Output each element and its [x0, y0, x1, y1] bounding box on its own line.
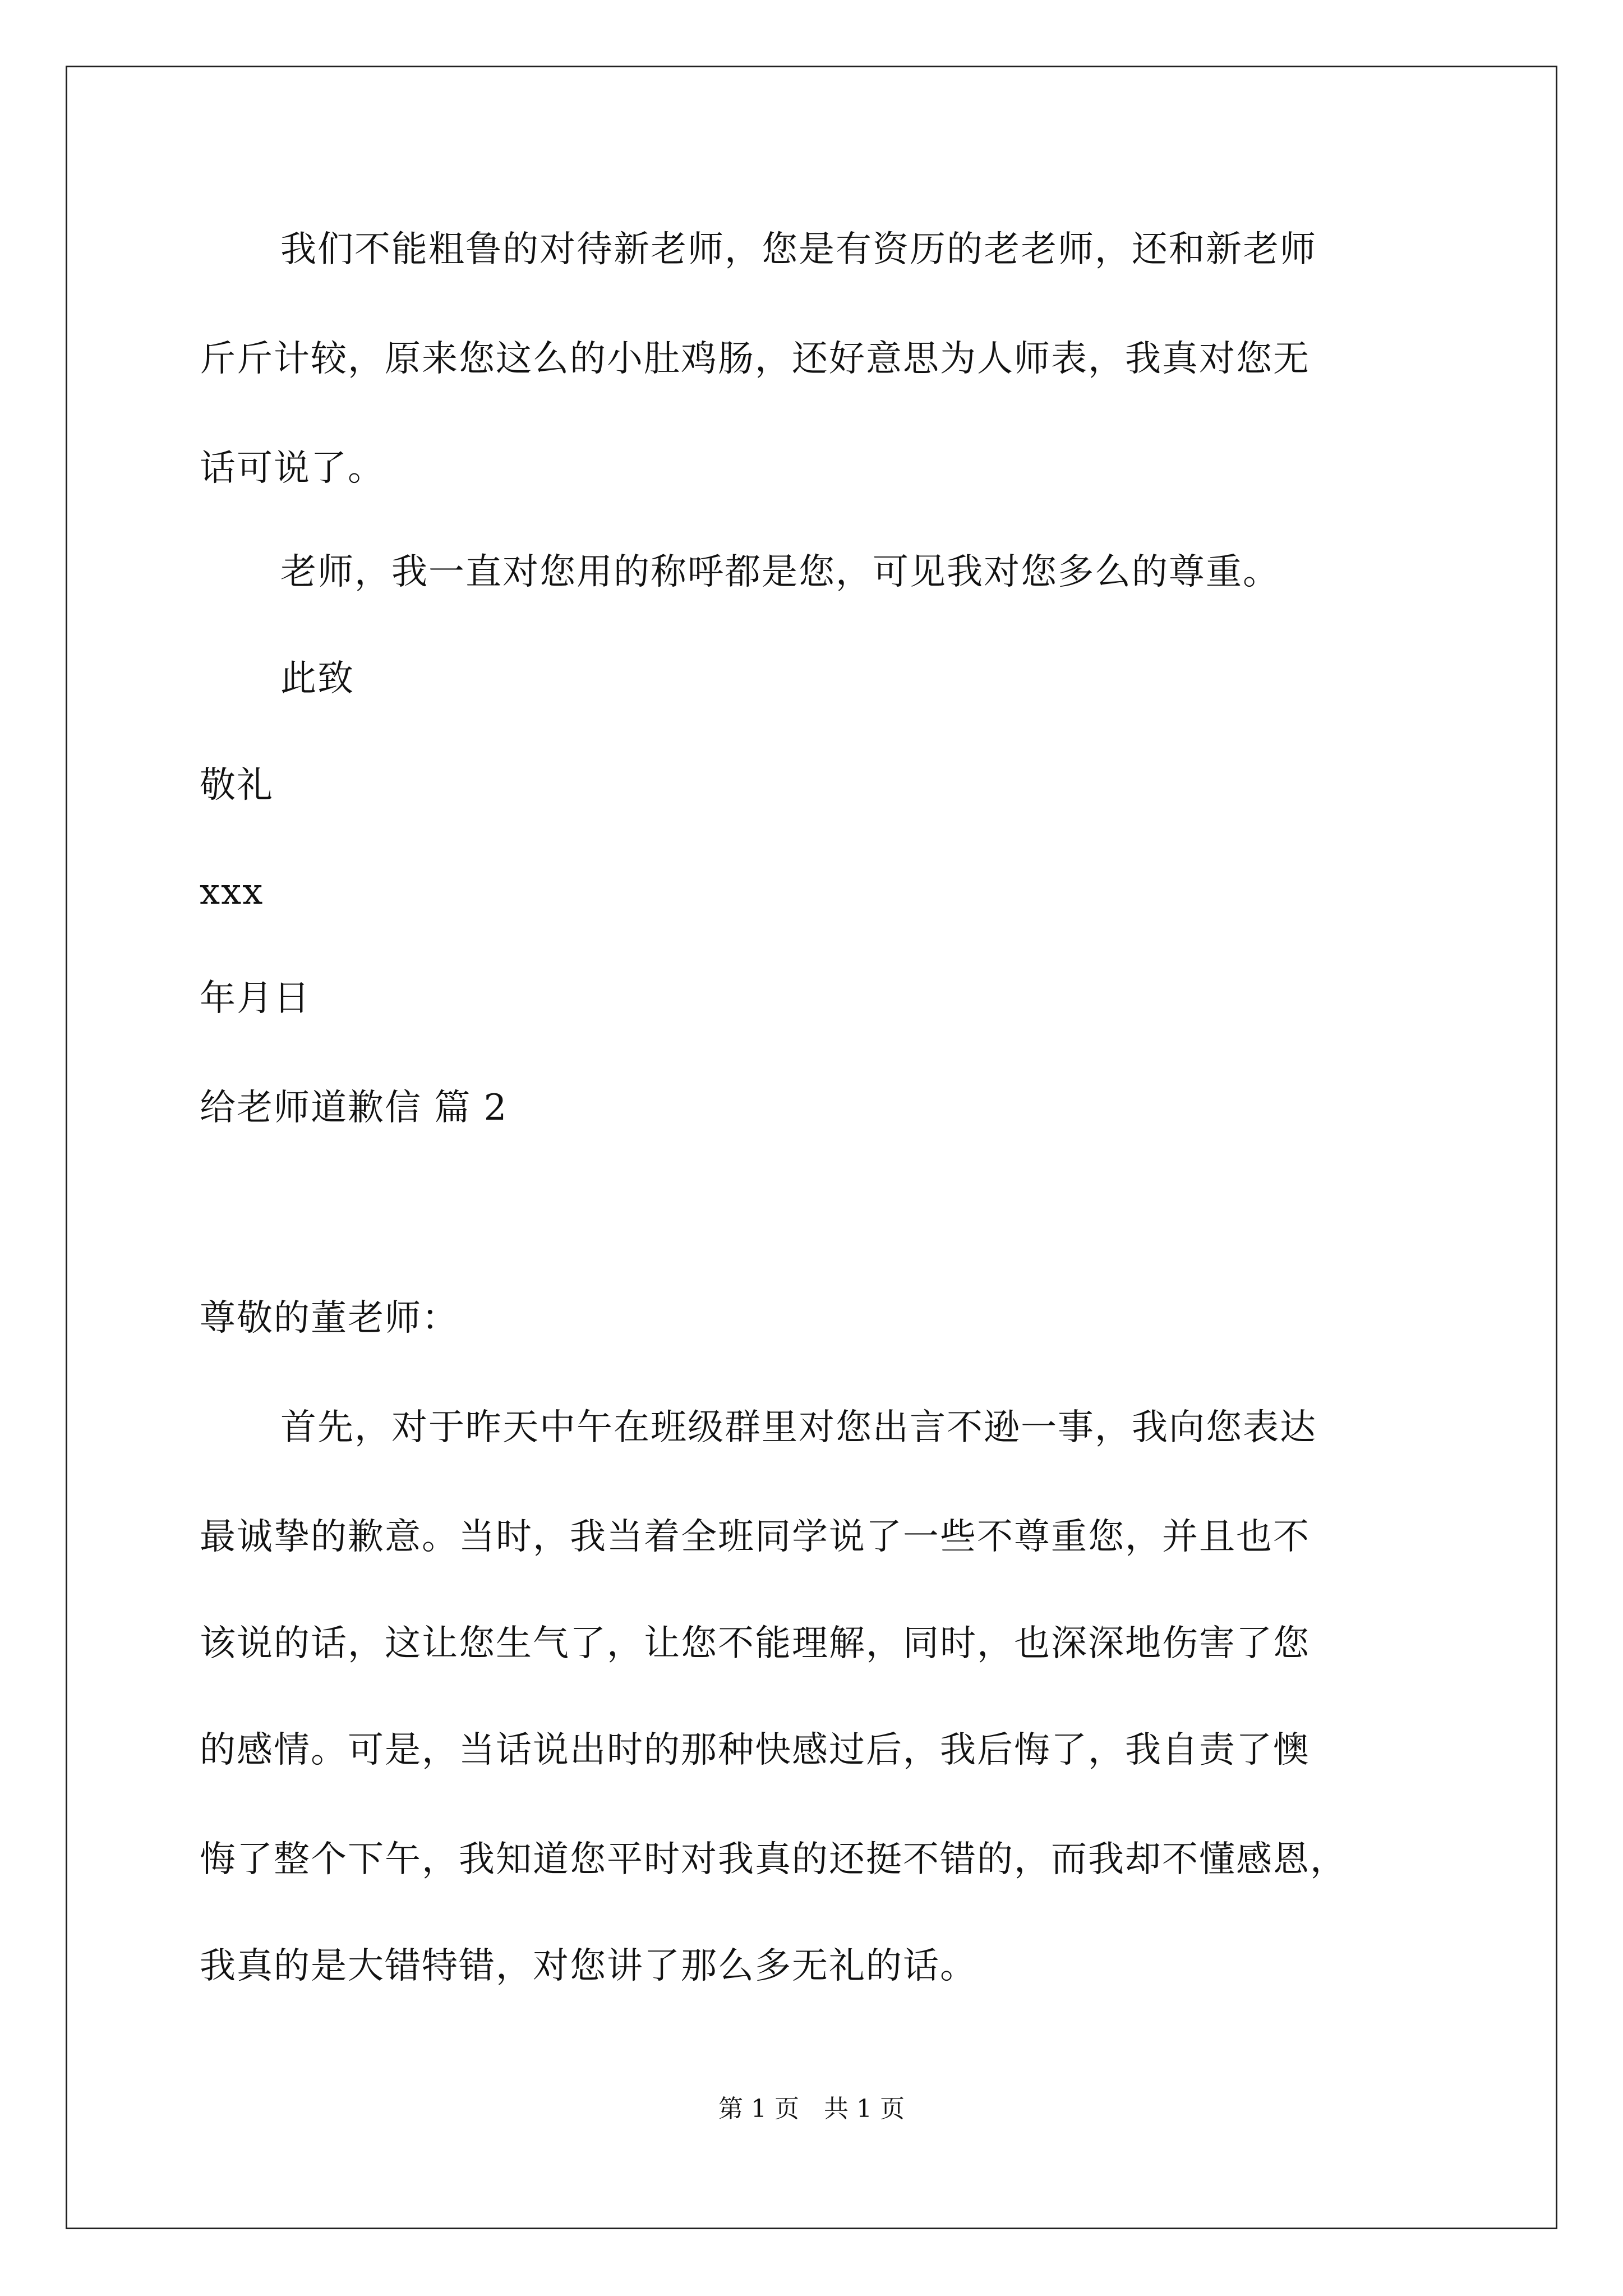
paragraph-3-line-1: 首先，对于昨天中午在班级群里对您出言不逊一事，我向您表达: [280, 1407, 1317, 1448]
paragraph-3-line-4: 的感情。可是，当话说出时的那种快感过后，我后悔了，我自责了懊: [200, 1729, 1310, 1771]
paragraph-1-line-1: 我们不能粗鲁的对待新老师，您是有资历的老老师，还和新老师: [280, 229, 1317, 270]
paragraph-1-line-2: 斤斤计较，原来您这么的小肚鸡肠，还好意思为人师表，我真对您无: [200, 338, 1310, 380]
date-line: 年月日: [200, 978, 311, 1019]
signature: xxx: [200, 871, 264, 913]
paragraph-1-line-3: 话可说了。: [200, 448, 385, 489]
closing-phrase: 此致: [280, 658, 354, 700]
paragraph-3-line-2: 最诚挚的歉意。当时，我当着全班同学说了一些不尊重您，并且也不: [200, 1516, 1310, 1558]
greeting: 尊敬的董老师：: [200, 1297, 459, 1339]
paragraph-2: 老师，我一直对您用的称呼都是您，可见我对您多么的尊重。: [280, 551, 1280, 593]
page-footer: 第 1 页 共 1 页: [718, 2095, 905, 2123]
paragraph-3-line-5: 悔了整个下午，我知道您平时对我真的还挺不错的，而我却不懂感恩，: [200, 1839, 1347, 1880]
page-border: [66, 66, 1557, 2229]
paragraph-3-line-3: 该说的话，这让您生气了，让您不能理解，同时，也深深地伤害了您: [200, 1623, 1310, 1664]
salutation: 敬礼: [200, 765, 274, 806]
paragraph-3-line-6: 我真的是大错特错，对您讲了那么多无礼的话。: [200, 1945, 977, 1987]
section-title: 给老师道歉信 篇 2: [200, 1087, 508, 1129]
